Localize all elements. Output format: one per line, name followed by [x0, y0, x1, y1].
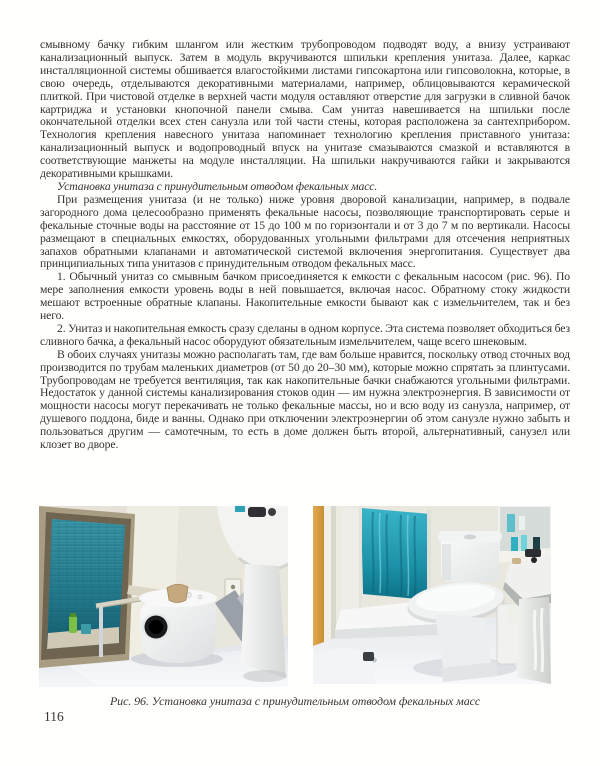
figure-photos-row	[39, 506, 551, 687]
macerator-pump-unit	[131, 584, 223, 667]
page-number: 116	[44, 709, 64, 724]
figure-96	[39, 506, 551, 708]
tub-edge	[313, 648, 377, 684]
pipe-coupling	[167, 584, 188, 602]
paragraph-conclusion: В обоих случаях унитазы можно располагать там, где вам больше нравится, поскольку отвод сточных вод производится по трубам маленьких диаметров (от 50 до 20–30 мм), которые можно спрятать за плинтусами. Трубопроводам не требуется вентиляция, так как накопительные бачки снабжаются угольными фильтрами. Недостаток у данной системы канализирования стоков один — им нужна электроэнергия. В зависимости от мощности насосы могут перекачивать не только фекальные массы, но и всю воду из санузла, например, от душевого поддона, биде и ванны. Однако при отключении электроэнергии об этом санузле нужно забыть и пользоваться другим — самотечным, то есть в доме должен быть второй, альтернативный, санузел или клозет во дворе.	[40, 347, 570, 452]
shampoo-bottle	[69, 616, 77, 633]
figure-photo-left	[39, 506, 288, 687]
list-item-type-1: 1. Обычный унитаз со смывным бачком присоединяется к емкости с фекальным насосом (рис. 96). По мере заполнения емкости уровень воды в ней повышается, включая насос. Обратному стоку жидкости мешают встроенные обратные клапаны. Накопительные емкости бывают как с измельчителем, так и без него.	[40, 270, 570, 323]
section-heading-italic: Установка унитаза с принудительным отводом фекальных масс.	[57, 179, 378, 193]
figure-caption: Рис. 96. Установка унитаза с принудительным отводом фекальных масс	[109, 694, 481, 708]
list-item-type-2: 2. Унитаз и накопительная емкость сразу сделаны в одном корпусе. Эта система позволяет обходиться без сливного бачка, а фекальный насос оборудуют обязательным измельчителем, чаще всего шнековым.	[40, 321, 570, 348]
toilet-bathroom-scene	[313, 506, 551, 684]
shower-enclosure	[39, 506, 135, 668]
paragraph-pump-intro: При размещения унитаза (и не только) ниже уровня дворовой канализации, например, в подвале загородного дома целесообразно применять фекальные насосы, позволяющие транспортировать серые и фекальные сточные воды на расстояние от 15 до 100 м по горизонтали и от 3 до 7 м по вертикали. Насосы размещают в специальных емкостях, оборудованных угольными фильтрами для отсечения неприятных запахов обратными клапанами и автоматической системой включения энергопитания. Существует два принципиальных типа унитазов с принудительным отводом фекальных масс.	[40, 192, 570, 271]
macerator-bathroom-scene	[39, 506, 288, 687]
figure-photo-right	[313, 506, 551, 684]
toiletry-bottle	[511, 537, 518, 551]
paragraph-continuation: смывному бачку гибким шлангом или жестким трубопроводом подводят воду, а внизу устраивают канализационный выпуск. Затем в модуль вкручиваются шпильки крепления унитаза. Далее, каркас инсталляционной системы обшивается влагостойкими листами гипсокартона или гипсоволокна, которые, в свою очередь, отделываются декоративными материалами, например, облицовываются керамической плиткой. При чистовой отделке в верхней части модуля оставляют отверстие для загрузки в сливной бачок картриджа и установки кнопочной панели смыва. Сам унитаз навешивается на шпильки после окончательной отделки всех стен санузла или той части стены, которая расположена за сантехприбором. Технология крепления навесного унитаза напоминает технологию крепления приставного унитаза: канализационный выпуск и водопроводный впуск на унитазе смазываются смазкой и вставляются в соответствующие манжеты на модуле инсталляции. На шпильки накручиваются гайки и закрываются декоративными крышками.	[40, 38, 570, 181]
cup	[81, 624, 91, 634]
faucet	[525, 549, 541, 557]
text-column	[40, 39, 570, 452]
mirror-shelf	[495, 506, 551, 563]
